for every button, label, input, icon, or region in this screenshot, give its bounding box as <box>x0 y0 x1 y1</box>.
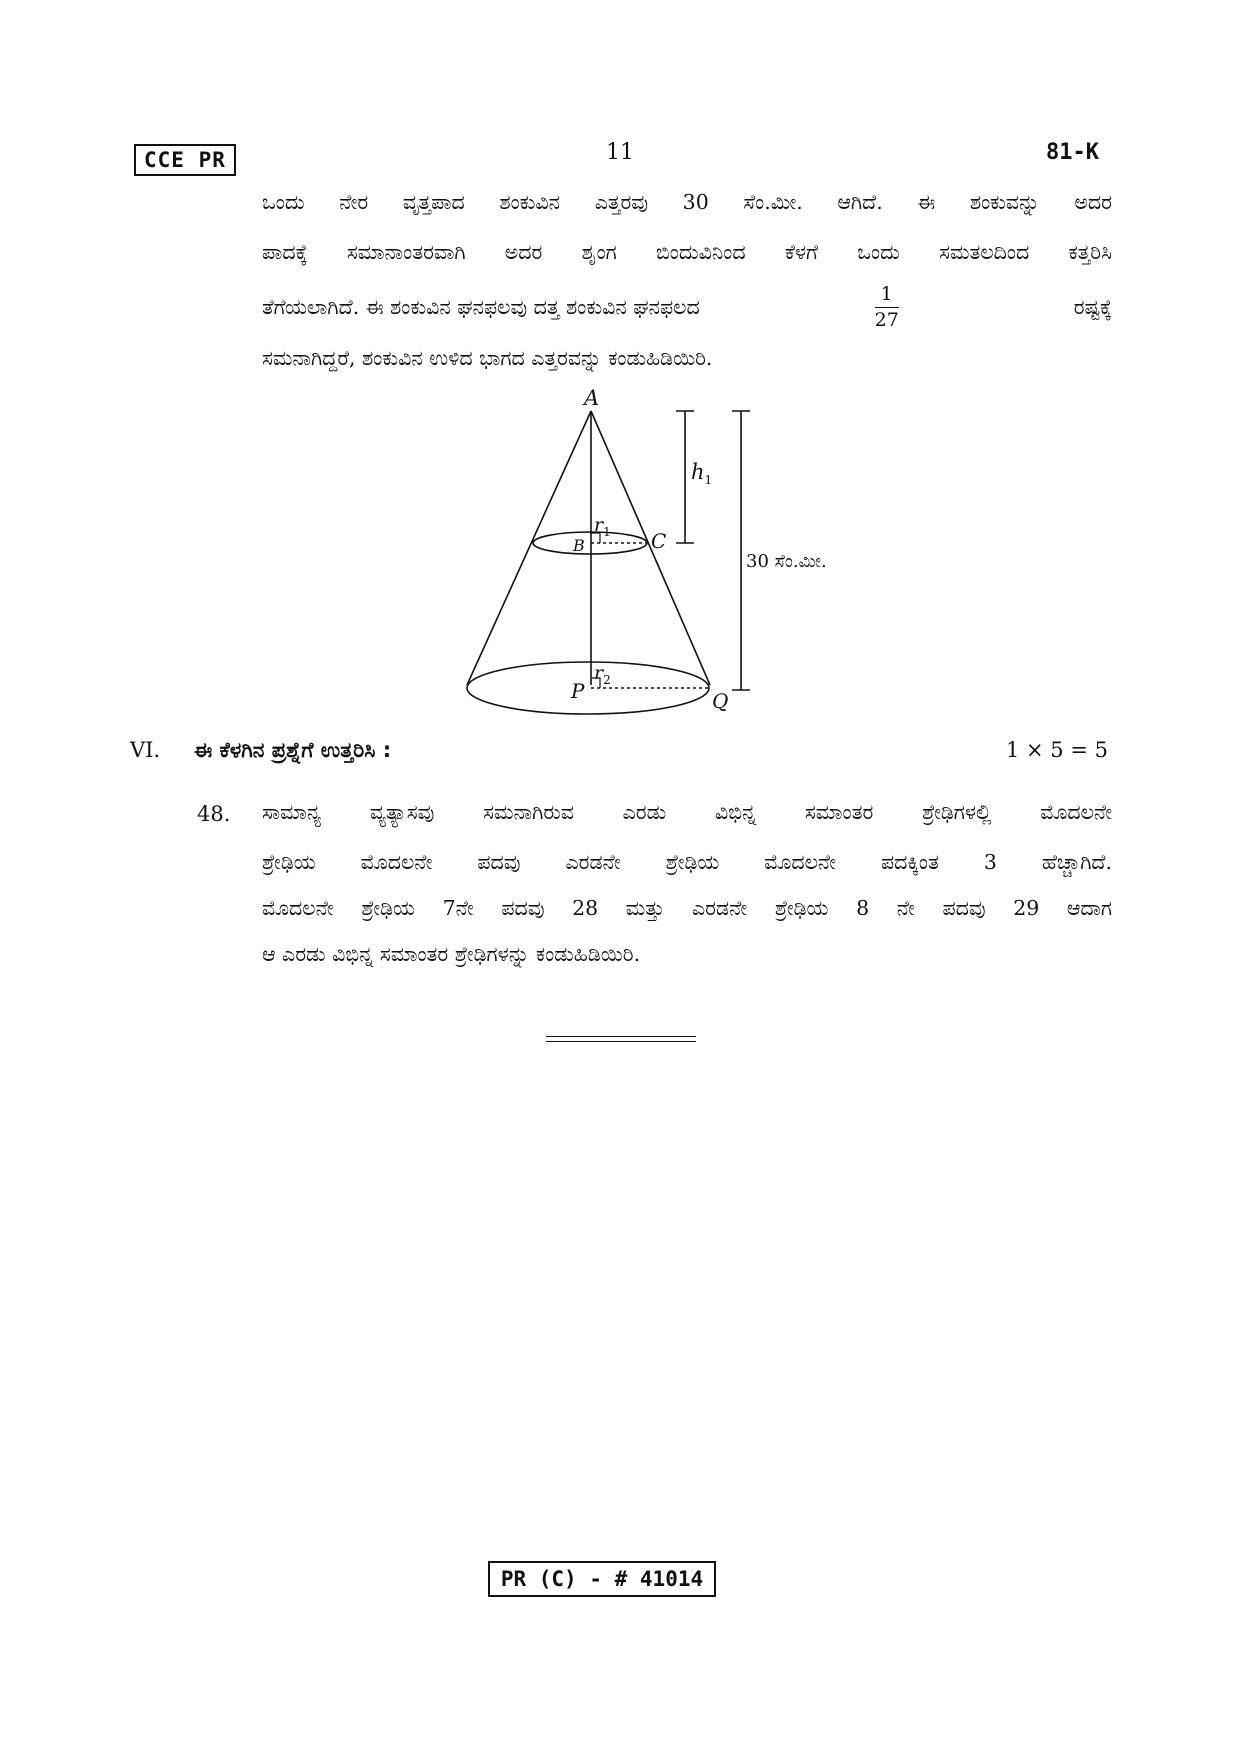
section-marks: 1 × 5 = 5 <box>1006 738 1108 762</box>
cone-figure <box>0 0 1240 760</box>
label-height-30cm: 30 ಸೆಂ.ಮೀ. <box>746 551 827 572</box>
label-r1-sub: 1 <box>603 525 611 539</box>
q48-line-3: ಮೊದಲನೇ ಶ್ರೇಢಿಯ 7ನೇ ಪದವು 28 ಮತ್ತು ಎರಡನೇ ಶ್ರೇಢಿಯ 8 ನೇ ಪದವು 29 ಆದಾಗ <box>262 896 1112 920</box>
q47-line-3-end: ರಷ್ಟಕ್ಕೆ <box>1073 294 1112 319</box>
label-p: P <box>571 679 585 703</box>
label-q: Q <box>712 689 729 713</box>
q48-line-2: ಶ್ರೇಢಿಯ ಮೊದಲನೇ ಪದವು ಎರಡನೇ ಶ್ರೇಢಿಯ ಮೊದಲನೇ ಪದಕ್ಕಿಂತ 3 ಹೆಚ್ಚಾಗಿದೆ. <box>262 850 1112 874</box>
q48-line-1: ಸಾಮಾನ್ಯ ವ್ಯತ್ಯಾಸವು ಸಮನಾಗಿರುವ ಎರಡು ವಿಭಿನ್ನ ಸಮಾಂತರ ಶ್ರೇಢಿಗಳಲ್ಲಿ ಮೊದಲನೇ <box>262 800 1112 824</box>
q47-line-4: ಸಮನಾಗಿದ್ದರೆ, ಶಂಕುವಿನ ಉಳಿದ ಭಾಗದ ಎತ್ತರವನ್ನು ಕಂಡುಹಿಡಿಯಿರಿ. <box>262 346 713 370</box>
label-b: B <box>573 536 585 555</box>
label-h1 <box>691 460 712 487</box>
label-h1-main: h <box>691 460 705 484</box>
label-h1-sub: 1 <box>704 473 713 487</box>
label-a: A <box>584 386 600 410</box>
section-title: ಈ ಕೆಳಗಿನ ಪ್ರಶ್ನೆಗೆ ಉತ್ತರಿಸಿ : <box>194 738 392 762</box>
cone-base-ellipse <box>467 662 709 714</box>
page-number: 11 <box>606 140 634 165</box>
q48-number: 48. <box>197 802 231 826</box>
separator-rule-top <box>546 1036 696 1037</box>
fraction-denominator: 27 <box>874 308 899 331</box>
q47-line-3-text: ತೆಗೆಯಲಾಗಿದೆ. ಈ ಶಂಕುವಿನ ಘನಫಲವು ದತ್ತ ಶಂಕುವಿನ ಘನಫಲದ <box>262 294 700 319</box>
fraction-numerator: 1 <box>875 285 899 308</box>
label-r1 <box>594 514 611 539</box>
paper-code: 81-K <box>1046 140 1099 165</box>
section-roman-numeral: VI. <box>130 738 161 762</box>
label-c: C <box>651 529 667 553</box>
q48-line-4: ಆ ಎರಡು ವಿಭಿನ್ನ ಸಮಾಂತರ ಶ್ರೇಢಿಗಳನ್ನು ಕಂಡುಹಿಡಿಯಿರಿ. <box>262 942 641 966</box>
header-code-box: CCE PR <box>134 144 236 176</box>
label-r1-main: r <box>594 514 604 536</box>
label-r2-main: r <box>594 662 604 684</box>
q47-line-1: ಒಂದು ನೇರ ವೃತ್ತಪಾದ ಶಂಕುವಿನ ಎತ್ತರವು 30 ಸೆಂ.ಮೀ. ಆಗಿದೆ. ಈ ಶಂಕುವನ್ನು ಅದರ <box>262 190 1112 214</box>
separator-rule-bottom <box>546 1041 696 1042</box>
label-r2-sub: 2 <box>603 673 611 687</box>
label-r2 <box>594 662 611 687</box>
footer-code-box: PR (C) - # 41014 <box>488 1561 716 1597</box>
q47-line-2: ಪಾದಕ್ಕೆ ಸಮಾನಾಂತರವಾಗಿ ಅದರ ಶೃಂಗ ಬಿಂದುವಿನಿಂದ ಕೆಳಗೆ ಒಂದು ಸಮತಲದಿಂದ ಕತ್ತರಿಸಿ <box>262 240 1112 264</box>
